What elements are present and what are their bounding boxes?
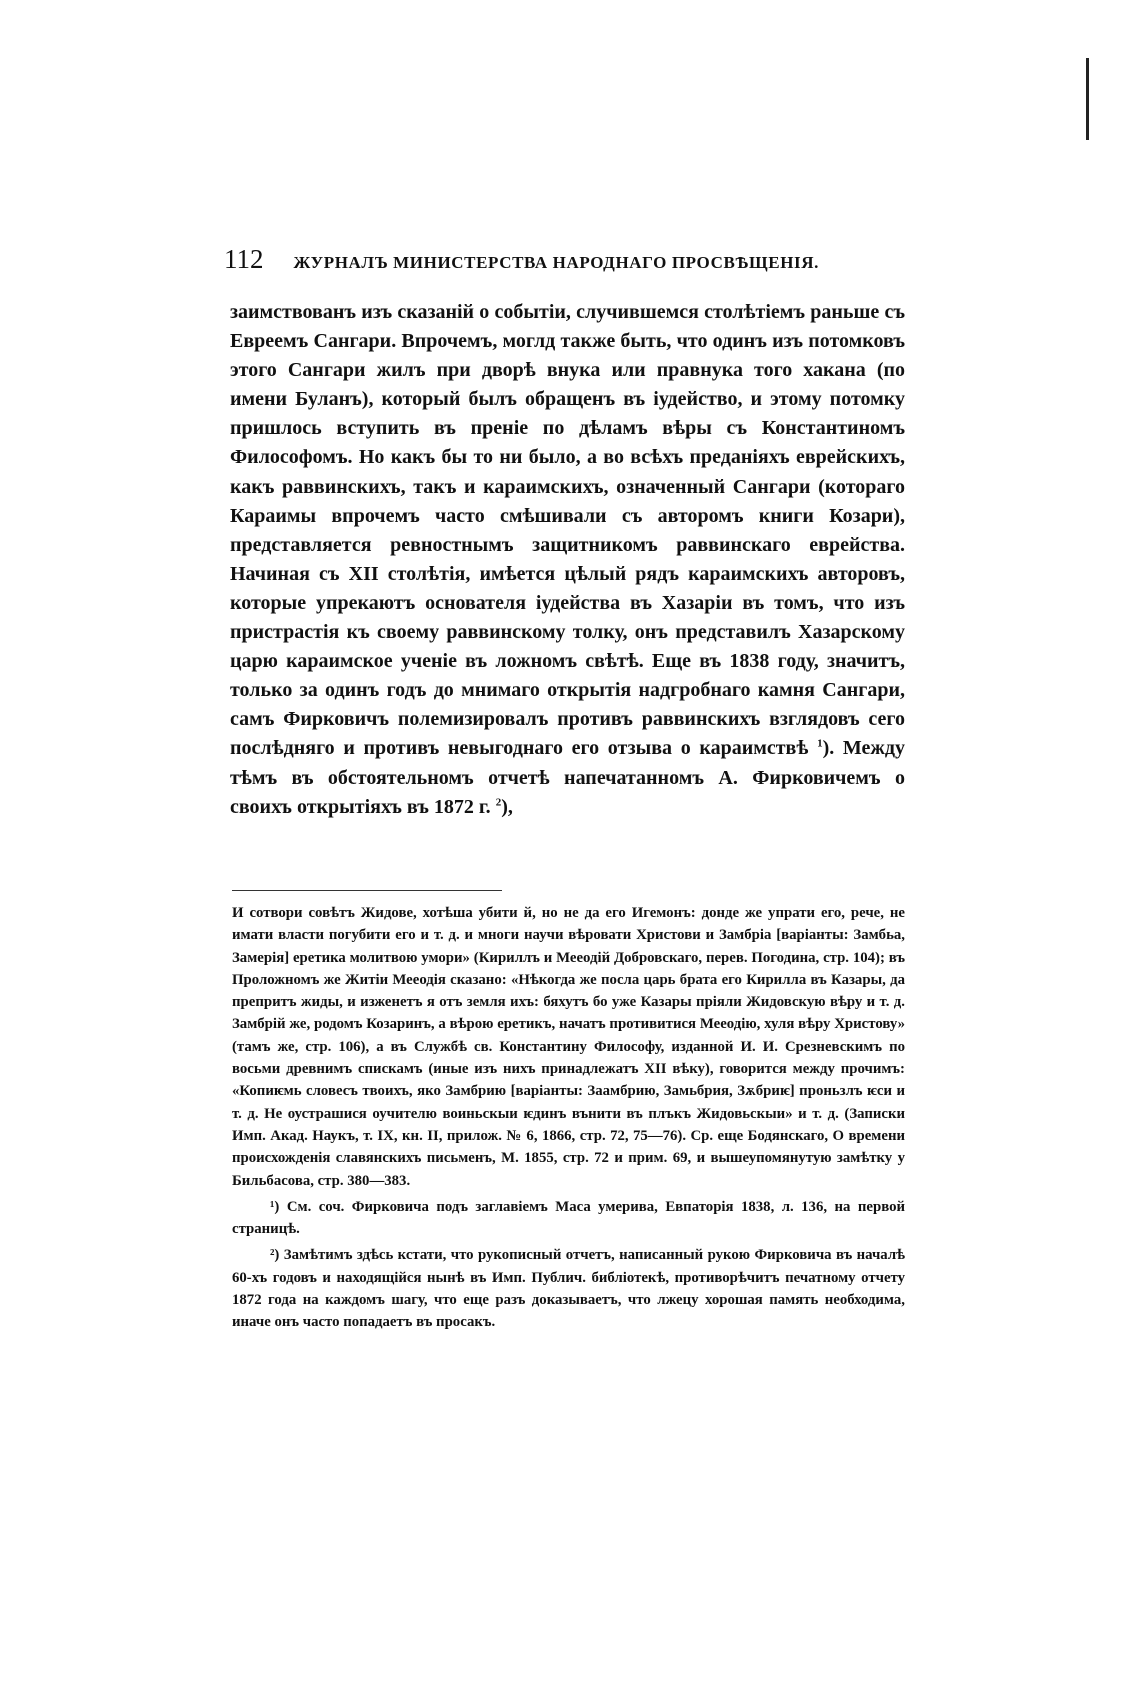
page-number: 112 <box>224 244 264 274</box>
footnote-1 <box>232 1196 905 1241</box>
footnote-2-mark: ²) <box>270 1247 280 1264</box>
page-header <box>224 244 904 278</box>
body-text-end: ), <box>501 795 513 818</box>
body-text-middle: ). Между тѣмъ въ обстоятельномъ отчетѣ напечатанномъ А. Фирковичемъ о своихъ открытіяхъ въ 1872 г. <box>230 737 906 818</box>
footnote-continuation: И сотвори совѣтъ Жидове, хотѣша убити й, но не да его Игемонъ: донде же упрати его, рече, не имати власти погубити его и т. д. и многи научи вѣровати Христови и Замбріа [варіанты: Замбьа, Замерія] еретика молитвою умори» (Кириллъ и Мееодій Добровскаго, перев. Погодина, стр. 104); въ Проложномъ же Житіи Мееодія сказано: «Нѣкогда же посла царь брата его Кирилла въ Казары, да препритъ жиды, и изженетъ я отъ земля ихъ: бяхутъ бо уже Казары пріяли Жидовскую вѣру и т. д. Замбрій же, родомъ Козаринъ, а вѣрою еретикъ, начатъ противитися Мееодію, хуля вѣру Христову» (тамъ же, стр. 106), а въ Службѣ св. Константину Философу, изданной И. И. Срезневскимъ по восьми древнимъ спискамъ (иные изъ нихъ принадлежатъ XII вѣку), говорится между прочимъ: «Копиѥмь словесъ твоихъ, яко Замбрию [варіанты: Заамбрию, Замьбрия, Зѫбриѥ] проньзлъ ѥси и т. д. Не оустрашися оучителю воиньскыи ѥдинъ вънити въ плъкъ Жидовьскыи» и т. д. (Записки Имп. Акад. Наукъ, т. IX, кн. II, прилож. № 6, 1866, стр. 72, 75—76). Ср. еще Бодянскаго, О времени происхожденія славянскихъ письменъ, М. 1855, стр. 72 и прим. 69, и вышеупомянутую замѣтку у Бильбасова, стр. 380—383. <box>232 905 905 1189</box>
running-title: ЖУРНАЛЪ МИНИСТЕРСТВА НАРОДНАГО ПРОСВѢЩЕНІЯ. <box>293 253 819 272</box>
footnote-2 <box>232 1244 905 1333</box>
footnote-1-mark: ¹) <box>270 1198 280 1215</box>
footnote-2-reference: 2 <box>495 795 502 808</box>
page-edge-mark <box>1086 58 1089 140</box>
footnote-1-text: См. соч. Фирковича подъ заглавіемъ Маса умерива, Евпаторія 1838, л. 136, на первой страницѣ. <box>232 1198 906 1238</box>
footnote-2-text: Замѣтимъ здѣсь кстати, что рукописный отчетъ, написанный рукою Фирковича въ началѣ 60-хъ годовъ и находящійся нынѣ въ Имп. Публич. библіотекѣ, противорѣчитъ печатному отчету 1872 года на каждомъ шагу, что еще разъ доказываетъ, что лжецу хорошая память необходима, иначе онъ часто попадаетъ въ просакъ. <box>232 1247 905 1331</box>
body-text-start: заимствованъ изъ сказаній о событіи, случившемся столѣтіемъ раньше съ Евреемъ Сангари. Впрочемъ, моглд также быть, что одинъ изъ потомковъ этого Сангари жилъ при дворѣ внука или правнука того хакана (по имени Буланъ), который былъ обращенъ въ іудейство, и этому потомку пришлось вступить въ преніе по дѣламъ вѣры съ Константиномъ Философомъ. Но какъ бы то ни было, а во всѣхъ преданіяхъ еврейскихъ, какъ раввинскихъ, такъ и караимскихъ, означенный Сангари (котораго Караимы впрочемъ часто смѣшивали съ авторомъ книги Козари), представляется ревностнымъ защитникомъ раввинскаго еврейства. Начиная съ XII столѣтія, имѣется цѣлый рядъ караимскихъ авторовъ, которые упрекаютъ основателя іудейства въ Хазаріи въ томъ, что изъ пристрастія къ своему раввинскому толку, онъ представилъ Хазарскому царю караимское ученіе въ ложномъ свѣтѣ. Еще въ 1838 году, значитъ, только за одинъ годъ до мнимаго открытія надгробнаго камня Сангари, самъ Фирковичъ полемизировалъ противъ раввинскихъ взглядовъ сего послѣдняго и противъ невыгоднаго его отзыва о караимствѣ <box>230 301 905 760</box>
footnote-1-reference: 1 <box>817 737 823 750</box>
main-paragraph <box>230 298 905 822</box>
footnotes-block <box>232 902 905 1334</box>
footnote-separator <box>232 890 502 891</box>
